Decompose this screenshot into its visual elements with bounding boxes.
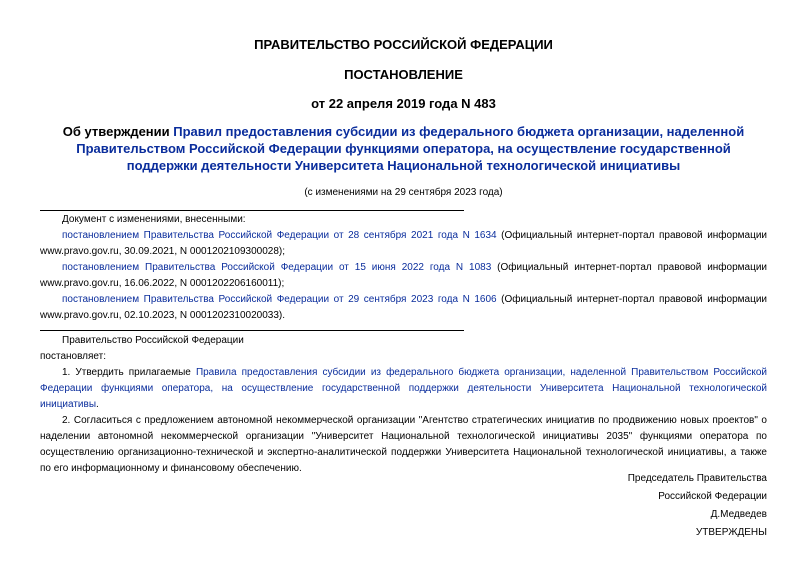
document-title — [40, 123, 767, 174]
rules-link[interactable]: Правила предоставления субсидии из федерального бюджета организации, наделенной Правительством Российской Федерации функциями оператора, на осуществление государственной поддержки деятельности Университета Национальной технологической инициативы — [40, 367, 767, 410]
paragraph-2: 2. Согласиться с предложением автономной некоммерческой организации "Агентство стратегических инициатив по продвижению новых проектов" о наделении автономной некоммерческой организации "Университет Национальной технологической инициативы 2035" функциями оператора по осуществлению организационно-технической и экспертно-аналитической поддержки Университета Национальной технологической инициативы, а также по его информационному и финансовому обеспечению. — [40, 415, 767, 474]
changes-list — [40, 212, 767, 324]
approved-label: УТВЕРЖДЕНЫ — [695, 527, 767, 538]
change-source: (Официальный интернет-портал правовой информации www.pravo.gov.ru, 30.09.2021, N 0001202109300028); — [40, 230, 767, 257]
paragraph-1-suffix: . — [96, 399, 99, 410]
change-link-1634[interactable]: постановлением Правительства Российской Федерации от 28 сентября 2021 года N 1634 — [62, 230, 497, 241]
edition-note: (с изменениями на 29 сентября 2023 года) — [304, 187, 503, 198]
paragraph-1 — [40, 365, 767, 413]
change-source: (Официальный интернет-портал правовой информации www.pravo.gov.ru, 02.10.2023, N 0001202310020033). — [40, 294, 767, 321]
change-item — [40, 260, 767, 292]
changes-intro: Документ с изменениями, внесенными: — [62, 214, 246, 225]
resolves-line: постановляет: — [40, 351, 107, 362]
change-item — [40, 292, 767, 324]
resolution-body — [40, 333, 767, 477]
change-item — [40, 228, 767, 260]
changes-bottom-divider — [40, 330, 464, 331]
change-link-1083[interactable]: постановлением Правительства Российской Федерации от 15 июня 2022 года N 1083 — [62, 262, 492, 273]
date-number-heading: от 22 апреля 2019 года N 483 — [311, 96, 496, 111]
issuer-line: Правительство Российской Федерации — [62, 335, 244, 346]
signature-position-1: Председатель Правительства — [627, 473, 767, 484]
document-type-heading: ПОСТАНОВЛЕНИЕ — [344, 67, 463, 82]
government-heading: ПРАВИТЕЛЬСТВО РОССИЙСКОЙ ФЕДЕРАЦИИ — [254, 37, 553, 52]
title-prefix: Об утверждении — [62, 124, 174, 139]
signature-name: Д.Медведев — [710, 509, 767, 520]
title-rules-link[interactable]: Правил предоставления субсидии из федерального бюджета организации, наделенной Правительством Российской Федерации функциями оператора, на осуществление государственной поддержки деятельности Университета Национальной технологической инициативы — [76, 124, 745, 173]
signature-position-2: Российской Федерации — [658, 491, 767, 502]
paragraph-1-prefix: 1. Утвердить прилагаемые — [62, 367, 196, 378]
signature-block — [628, 470, 767, 542]
change-link-1606[interactable]: постановлением Правительства Российской Федерации от 29 сентября 2023 года N 1606 — [62, 294, 497, 305]
change-source: (Официальный интернет-портал правовой информации www.pravo.gov.ru, 16.06.2022, N 0001202206160011); — [40, 262, 767, 289]
changes-top-divider — [40, 210, 464, 211]
